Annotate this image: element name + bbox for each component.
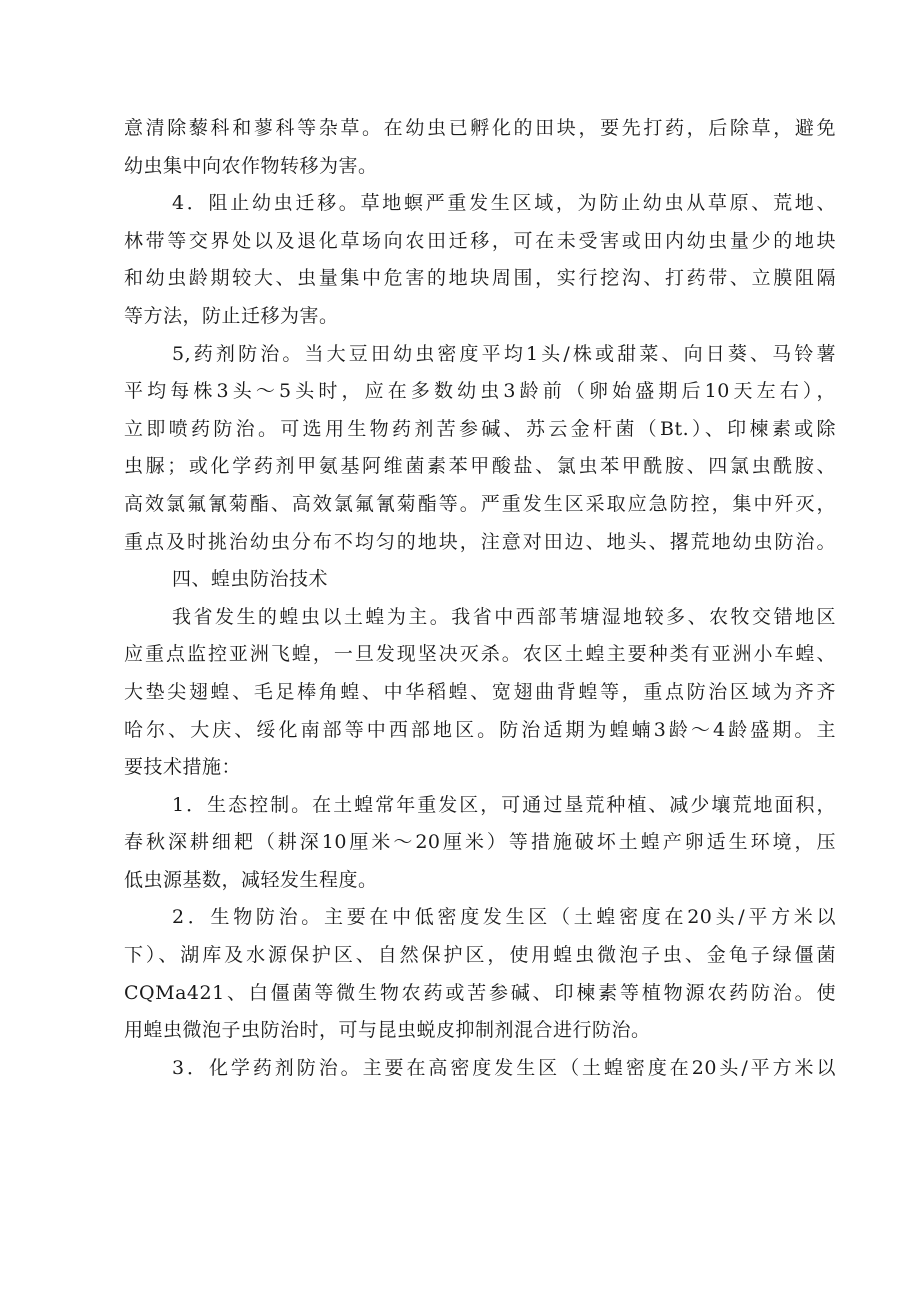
section-heading: 四、蝗虫防治技术 bbox=[172, 568, 329, 591]
paragraph-item-5 bbox=[124, 336, 836, 562]
text-line: 幼虫集中向农作物转移为害。 bbox=[124, 154, 378, 177]
text-line: 春秋深耕细耙（耕深10厘米～20厘米）等措施破坏土蝗产卵适生环境，压 bbox=[124, 831, 836, 854]
paragraph-locust-1 bbox=[124, 787, 836, 900]
document-body bbox=[124, 110, 836, 1087]
text-line: 2．生物防治。主要在中低密度发生区（土蝗密度在20头/平方米以 bbox=[172, 906, 836, 929]
text-line: 林带等交界处以及退化草场向农田迁移，可在未受害或田内幼虫量少的地块 bbox=[124, 229, 836, 252]
text-line: 平均每株3头～5头时，应在多数幼虫3龄前（卵始盛期后10天左右）， bbox=[124, 380, 836, 403]
paragraph-item-4 bbox=[124, 185, 836, 335]
text-line: 1．生态控制。在土蝗常年重发区，可通过垦荒种植、减少壤荒地面积， bbox=[172, 793, 836, 816]
text-line: 立即喷药防治。可选用生物药剂苦参碱、苏云金杆菌（Bt.）、印楝素或除 bbox=[124, 417, 836, 440]
text-line: 大垫尖翅蝗、毛足棒角蝗、中华稻蝗、宽翅曲背蝗等，重点防治区域为齐齐 bbox=[124, 680, 836, 703]
paragraph-continuation bbox=[124, 110, 836, 185]
text-line: 高效氯氟氰菊酯、高效氯氟氰菊酯等。严重发生区采取应急防控，集中歼灭， bbox=[124, 492, 836, 515]
paragraph-intro bbox=[124, 599, 836, 787]
text-line: 3．化学药剂防治。主要在高密度发生区（土蝗密度在20头/平方米以 bbox=[172, 1056, 836, 1079]
text-line: 用蝗虫微泡子虫防治时，可与昆虫蜕皮抑制剂混合进行防治。 bbox=[124, 1019, 651, 1042]
text-line: 要技术措施： bbox=[124, 756, 242, 779]
text-line: CQMa421、白僵菌等微生物农药或苦参碱、印楝素等植物源农药防治。使 bbox=[124, 981, 836, 1004]
text-line: 哈尔、大庆、绥化南部等中西部地区。防治适期为蝗蝻3龄～4龄盛期。主 bbox=[124, 718, 836, 741]
text-line: 低虫源基数，减轻发生程度。 bbox=[124, 868, 378, 891]
text-line: 应重点监控亚洲飞蝗，一旦发现坚决灭杀。农区土蝗主要种类有亚洲小车蝗、 bbox=[124, 643, 836, 666]
text-line: 等方法，防止迁移为害。 bbox=[124, 304, 339, 327]
text-line: 重点及时挑治幼虫分布不均匀的地块，注意对田边、地头、撂荒地幼虫防治。 bbox=[124, 530, 836, 553]
text-line: 4．阻止幼虫迁移。草地螟严重发生区域，为防止幼虫从草原、荒地、 bbox=[172, 192, 836, 215]
text-line: 下）、湖库及水源保护区、自然保护区，使用蝗虫微泡子虫、金龟子绿僵菌 bbox=[124, 944, 836, 967]
paragraph-locust-2 bbox=[124, 899, 836, 1049]
text-line: 意清除藜科和蓼科等杂草。在幼虫已孵化的田块，要先打药，后除草，避免 bbox=[124, 117, 836, 139]
text-line: 我省发生的蝗虫以土蝗为主。我省中西部苇塘湿地较多、农牧交错地区 bbox=[172, 605, 836, 628]
text-line: 虫脲；或化学药剂甲氨基阿维菌素苯甲酸盐、氯虫苯甲酰胺、四氯虫酰胺、 bbox=[124, 455, 836, 478]
text-line: 5,药剂防治。当大豆田幼虫密度平均1头/株或甜菜、向日葵、马铃薯 bbox=[172, 342, 836, 365]
paragraph-locust-3 bbox=[124, 1050, 836, 1088]
text-line: 和幼虫龄期较大、虫量集中危害的地块周围，实行挖沟、打药带、立膜阻隔 bbox=[124, 267, 836, 290]
